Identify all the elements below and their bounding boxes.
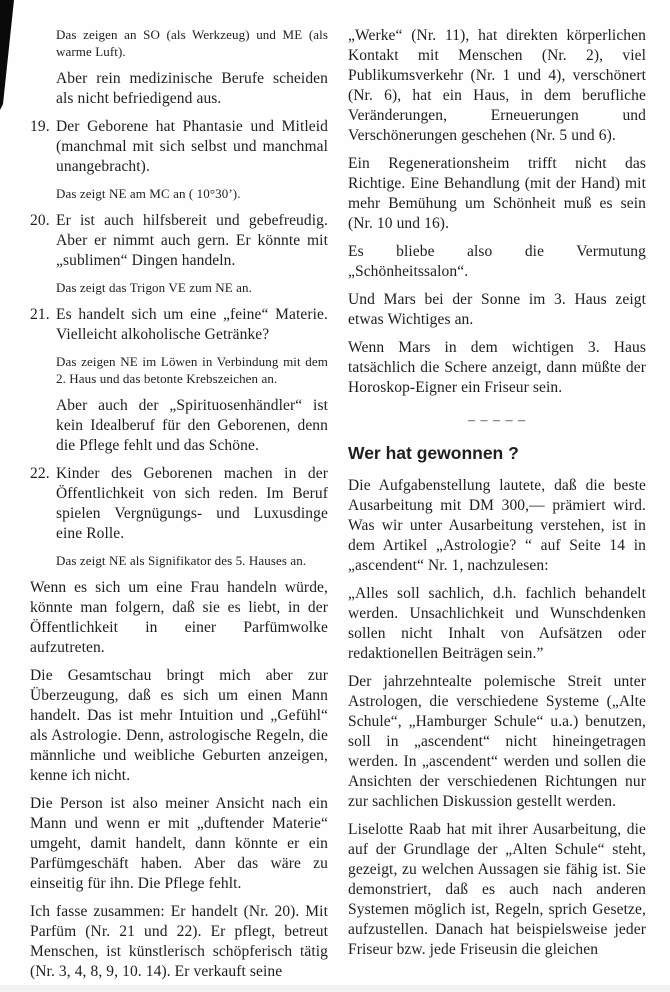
paragraph: Ich fasse zusammen: Er handelt (Nr. 20). Mit Parfüm (Nr. 21 und 22). Er pflegt, betreut Menschen, ist künstlerisch schöpferisch tätig (Nr. 3, 4, 8, 9, 10. 14). Er verkauft seine [30,903,328,980]
numbered-item [30,464,328,544]
item-number: 19. [30,118,50,135]
numbered-item [30,305,328,345]
astro-note: Das zeigt NE am MC an ( 10°30’). [56,186,241,201]
item-text: Der Geborene hat Phantasie und Mitleid (manchmal mit sich selbst und manchmal unangebracht). [56,118,328,175]
astro-note: Das zeigt NE als Signifikator des 5. Hauses an. [56,553,307,568]
right-column [348,26,646,990]
paragraph: Und Mars bei der Sonne im 3. Haus zeigt etwas Wichtiges an. [348,291,646,328]
item-text: Es handelt sich um eine „feine“ Materie. Vielleicht alkoholische Getränke? [56,306,328,343]
paragraph: Wenn es sich um eine Frau handeln würde, könnte man folgern, daß sie es liebt, in der Öffentlichkeit in einer Parfümwolke aufzutreten. [30,579,328,656]
paragraph: „Alles soll sachlich, d.h. fachlich behandelt werden. Unsachlichkeit und Wunschdenken sollen nicht Inhalt von Aufsätzen oder redaktionellen Beiträgen sein.” [348,585,646,662]
astro-note: Das zeigen an SO (als Werkzeug) und ME (als warme Luft). [56,27,328,59]
item-number: 21. [30,306,50,323]
paragraph: „Werke“ (Nr. 11), hat direkten körperlichen Kontakt mit Menschen (Nr. 2), viel Publikumsverkehr (Nr. 1 und 4), verschönert (Nr. 6), hat ein Haus, in dem berufliche Veränderungen, Erneuerungen und Verschönerungen geschehen (Nr. 5 und 6). [348,27,646,144]
item-text: Kinder des Geborenen machen in der Öffentlichkeit von sich reden. Im Beruf spielen Vergnügungs- und Luxusdinge eine Rolle. [56,465,328,542]
paragraph: Es bliebe also die Vermutung „Schönheitssalon“. [348,243,646,280]
astro-note: Das zeigt das Trigon VE zum NE an. [56,280,252,295]
scan-bottom-edge [0,985,670,992]
paragraph: Der jahrzehntealte polemische Streit unter Astrologen, die verschiedene Systeme („Alte Schule“, „Hamburger Schule“ u.a.) benutzen, soll in „ascendent“ nicht hineingetragen werden. In „ascendent“ werden und sollen die Ansichten der verschiedenen Richtungen nur zur sachlichen Diskussion gestellt werden. [348,673,646,810]
scan-corner-artifact [0,0,16,110]
item-number: 22. [30,465,50,482]
two-column-layout [30,26,646,990]
astro-note: Das zeigen NE im Löwen in Verbindung mit dem 2. Haus und das betonte Krebszeichen an. [56,354,328,386]
dashed-separator: – – – – – [468,413,526,428]
numbered-item [30,117,328,177]
paragraph: Ein Regenerationsheim trifft nicht das Richtige. Eine Behandlung (mit der Hand) mit mehr Bemühung um Schönheit muß es sein (Nr. 10 und 16). [348,155,646,232]
item-text: Er ist auch hilfsbereit und gebefreudig. Aber er nimmt auch gern. Er könnte mit „sublimen“ Dingen handeln. [56,212,328,269]
section-heading: Wer hat gewonnen ? [348,443,519,463]
paragraph: Die Aufgabenstellung lautete, daß die beste Ausarbeitung mit DM 300,— prämiert wird. Was wir unter Ausarbeitung verstehen, ist in dem Artikel „Astrologie? “ auf Seite 14 in „ascendent“ Nr. 1, nachzulesen: [348,477,646,574]
paragraph: Aber rein medizinische Berufe scheiden als nicht befriedigend aus. [56,70,328,107]
paragraph: Wenn Mars in dem wichtigen 3. Haus tatsächlich die Schere anzeigt, dann müßte der Horoskop-Eigner ein Friseur sein. [348,339,646,396]
numbered-item [30,211,328,271]
paragraph: Liselotte Raab hat mit ihrer Ausarbeitung, die auf der Grundlage der „Alten Schule“ steht, gezeigt, zu welchen Aussagen sie fähig ist. Sie demonstriert, daß es auch nach anderen Systemen möglich ist, Regeln, sprich Gesetze, aufzustellen. Danach hat beispielsweise jeder Friseur bzw. jede Friseusin die gleichen [348,821,646,958]
left-column [30,26,328,990]
paragraph: Aber auch der „Spirituosenhändler“ ist kein Idealberuf für den Geborenen, denn die Pflege fehlt und das Schöne. [56,397,328,454]
paragraph: Die Gesamtschau bringt mich aber zur Überzeugung, daß es sich um einen Mann handelt. Das ist mehr Intuition und „Gefühl“ als Astrologie. Denn, astrologische Regeln, die männliche und weibliche Geburten anzeigen, kenne ich nicht. [30,667,328,784]
item-number: 20. [30,212,50,229]
paragraph: Die Person ist also meiner Ansicht nach ein Mann und wenn er mit „duftender Materie“ umgeht, damit handelt, dann könnte er ein Parfümgeschäft haben. Aber das wäre zu einseitig für ihn. Die Pflege fehlt. [30,795,328,892]
